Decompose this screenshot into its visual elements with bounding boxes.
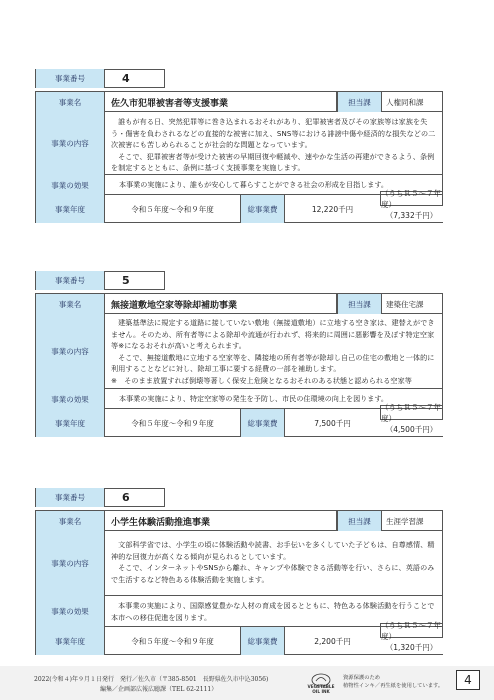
content-row bbox=[35, 112, 443, 175]
name-row bbox=[35, 294, 443, 314]
content-label: 事業の内容 bbox=[35, 112, 105, 175]
project-name: 小学生体験活動推進事業 bbox=[105, 511, 337, 531]
logo-text-1: VEGETABLE bbox=[307, 684, 335, 689]
project-table bbox=[35, 510, 443, 652]
content-paragraph: 建築基準法に規定する道路に接していない敷地（無接道敷地）に立地する空き家は、建替えができません。そのため、所有者等による除却や流通が行われず、将来的に周囲に悪影響を及ぼす特定空家等※になるおそれが高いと考えられます。 bbox=[111, 318, 435, 351]
dept-value: 人権同和課 bbox=[382, 92, 443, 112]
footer-publication-line: 2022(令和４)年９月１日発行 発行／佐久市（〒385-8501 長野県佐久市中込3056) bbox=[34, 676, 269, 683]
project-table bbox=[35, 91, 443, 220]
content-text bbox=[111, 539, 437, 585]
project-table bbox=[35, 293, 443, 434]
cost-label: 総事業費 bbox=[241, 409, 285, 437]
project-name: 佐久市犯罪被害者等支援事業 bbox=[105, 92, 337, 112]
sub-cost: （1,320千円） bbox=[385, 642, 438, 652]
name-row bbox=[35, 92, 443, 112]
dept-value: 生涯学習課 bbox=[382, 511, 443, 531]
years-value: 令和５年度～令和９年度 bbox=[105, 409, 241, 437]
effect-label: 事業の効果 bbox=[35, 175, 105, 195]
content-paragraph: 文部科学省では、小学生の頃に体験活動や読書、お手伝いを多くしていた子どもは、自尊感情、精神的な回復力が高くなる傾向が見られるとしています。 bbox=[111, 540, 435, 561]
sub-label: （うちＲ５～７年度） bbox=[381, 188, 441, 209]
cost-label: 総事業費 bbox=[241, 627, 285, 655]
effect-value: 本事業の実施により、国際感覚豊かな人材の育成を図るとともに、特色ある体験活動を行うことで本市への移住促進を図ります。 bbox=[111, 601, 435, 622]
content-row bbox=[35, 314, 443, 389]
content-note: ※ そのまま放置すれば倒壊等著しく保安上危険となるおそれのある状態と認められる空家等 bbox=[111, 375, 412, 385]
content-label: 事業の内容 bbox=[35, 531, 105, 596]
sub-label: （うちＲ５～７年度） bbox=[381, 620, 441, 641]
cost-value: 2,200千円 bbox=[314, 636, 351, 646]
sub-cost: （7,332千円） bbox=[385, 210, 438, 220]
content-text bbox=[111, 317, 437, 387]
effect-label: 事業の効果 bbox=[35, 389, 105, 409]
content-paragraph: 誰もが有る日、突然犯罪等に巻き込まれるおそれがあり、犯罪被害者及びその家族等は家族を失う・傷害を負わされるなどの直接的な被害に加え、SNS等における誹謗中傷や経済的な損失などの二次被害にも苦しめられることが社会的な問題となっています。 bbox=[111, 117, 436, 150]
years-row bbox=[35, 620, 443, 655]
vegetable-oil-ink-logo bbox=[302, 672, 340, 694]
recycle-note bbox=[343, 674, 443, 690]
project-number: 4 bbox=[122, 72, 130, 85]
years-row bbox=[35, 402, 443, 437]
effect-label: 事業の効果 bbox=[35, 596, 105, 627]
years-value: 令和５年度～令和９年度 bbox=[105, 195, 241, 223]
effect-value: 本事業の実施により、特定空家等の発生を予防し、市民の住環境の向上を図ります。 bbox=[105, 389, 443, 409]
recycle-note-line1: 資源保護のため bbox=[343, 675, 381, 681]
project-number: 6 bbox=[122, 491, 130, 504]
logo-text-2: OIL INK bbox=[312, 689, 330, 694]
project-number: 5 bbox=[122, 274, 130, 287]
project-number-box bbox=[35, 271, 165, 290]
name-row bbox=[35, 511, 443, 531]
name-label: 事業名 bbox=[35, 294, 105, 314]
content-text bbox=[111, 116, 437, 174]
project-number-box bbox=[35, 69, 165, 88]
name-label: 事業名 bbox=[35, 92, 105, 112]
years-label: 事業年度 bbox=[35, 409, 105, 437]
project-number-box bbox=[35, 488, 165, 507]
project-name: 無接道敷地空家等除却補助事業 bbox=[105, 294, 337, 314]
sub-cost: （4,500千円） bbox=[385, 424, 438, 434]
effect-value: 本事業の実施により、誰もが安心して暮らすことができる社会の形成を目指します。 bbox=[105, 175, 443, 195]
name-label: 事業名 bbox=[35, 511, 105, 531]
dept-value: 建築住宅課 bbox=[382, 294, 443, 314]
project-number-label: 事業番号 bbox=[35, 488, 105, 507]
footer-editor-line: 編集／企画部広報広聴課（TEL 62-2111） bbox=[100, 686, 218, 693]
recycle-note-line2: 植物性インキ／再生紙を使用しています。 bbox=[343, 683, 444, 689]
dept-label: 担当課 bbox=[337, 294, 382, 314]
content-row bbox=[35, 531, 443, 596]
project-number-label: 事業番号 bbox=[35, 69, 105, 88]
years-label: 事業年度 bbox=[35, 627, 105, 655]
cost-value: 7,500千円 bbox=[314, 418, 351, 428]
years-row bbox=[35, 188, 443, 223]
dept-label: 担当課 bbox=[337, 511, 382, 531]
years-value: 令和５年度～令和９年度 bbox=[105, 627, 241, 655]
content-paragraph: そこで、インターネットやSNSから離れ、キャンプや体験できる活動等を行い、さらに、英語のみで生活するなど特色ある体験活動を実施します。 bbox=[111, 563, 435, 584]
page-number: 4 bbox=[456, 670, 480, 690]
cost-value: 12,220千円 bbox=[311, 204, 354, 214]
content-paragraph: そこで、犯罪被害者等が受けた被害の早期回復や軽減や、速やかな生活の再建ができるよう、条例を制定するとともに、条例に基づく支援事業を実施します。 bbox=[111, 151, 435, 173]
project-number-label: 事業番号 bbox=[35, 271, 105, 290]
content-paragraph: そこで、無接道敷地に立地する空家等を、隣接地の所有者等が除却し自己の住宅の敷地と一体的に利用することなどに対し、除却工事に要する経費の一部を補助します。 bbox=[111, 352, 435, 374]
dept-label: 担当課 bbox=[337, 92, 382, 112]
cost-label: 総事業費 bbox=[241, 195, 285, 223]
content-label: 事業の内容 bbox=[35, 314, 105, 389]
sub-label: （うちＲ５～７年度） bbox=[381, 402, 441, 423]
years-label: 事業年度 bbox=[35, 195, 105, 223]
